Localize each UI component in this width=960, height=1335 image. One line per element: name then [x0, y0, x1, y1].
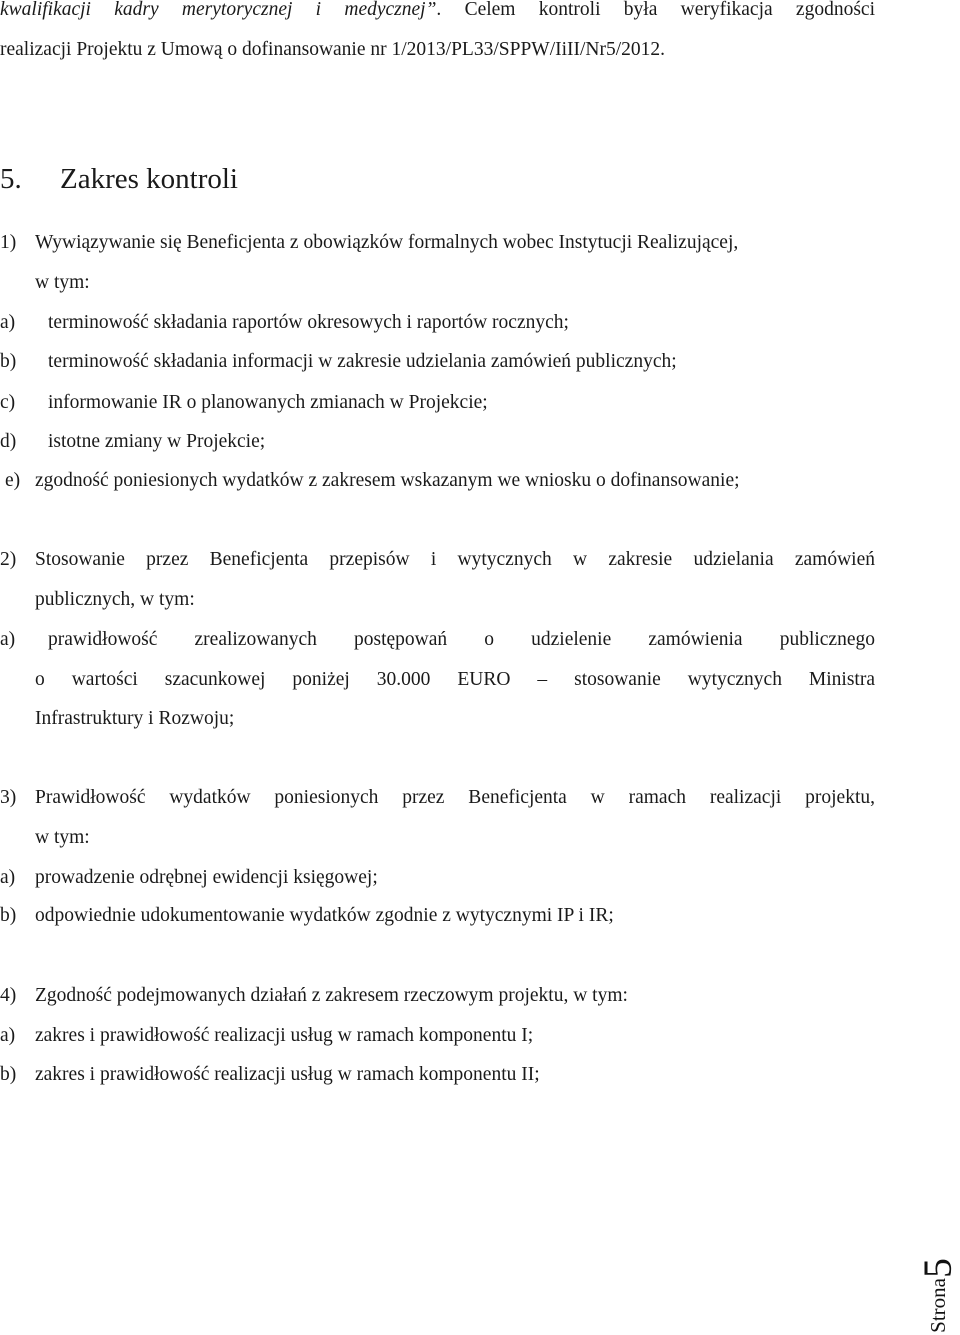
intro-line-1	[0, 0, 875, 22]
list-item-label: e)	[5, 470, 21, 491]
section-3-continuation: w tym:	[35, 827, 90, 848]
list-item-label: c)	[0, 392, 16, 413]
intro-italic-text: kwalifikacji kadry merytorycznej i medycznej”	[0, 0, 437, 20]
list-item-label: b)	[0, 351, 17, 372]
section-4-title	[0, 984, 628, 1008]
intro-text: . Celem kontroli była weryfikacja zgodności	[436, 0, 875, 20]
section-2-title	[0, 548, 875, 572]
list-item-label: b)	[0, 905, 17, 926]
section-1-title	[0, 231, 738, 255]
heading-title: Zakres kontroli	[60, 163, 238, 195]
list-item-label: d)	[0, 431, 17, 452]
section-2-continuation: publicznych, w tym:	[35, 589, 195, 610]
list-item-label: a)	[0, 629, 16, 650]
list-item-text: zakres i prawidłowość realizacji usług w ramach komponentu II;	[35, 1064, 540, 1085]
section-3-number: 3)	[0, 787, 17, 808]
list-item-text: odpowiednie udokumentowanie wydatków zgodnie z wytycznymi IP i IR;	[35, 905, 614, 926]
section-4-text: Zgodność podejmowanych działań z zakresem rzeczowym projektu, w tym:	[35, 985, 628, 1006]
list-item	[0, 1024, 533, 1048]
list-item	[5, 469, 740, 493]
list-item-label: a)	[0, 312, 16, 333]
list-item-continuation: Infrastruktury i Rozwoju;	[35, 708, 235, 729]
page-number-value: 5	[915, 1258, 960, 1279]
page-number	[915, 1258, 960, 1333]
page-number-label: Strona	[926, 1278, 950, 1333]
intro-line-2: realizacji Projektu z Umową o dofinansowanie nr 1/2013/PL33/SPPW/IiII/Nr5/2012.	[0, 39, 666, 60]
list-item-text: istotne zmiany w Projekcie;	[48, 431, 266, 452]
list-item-text: prowadzenie odrębnej ewidencji księgowej;	[35, 867, 378, 888]
list-item	[0, 311, 569, 335]
list-item	[0, 430, 265, 454]
list-item	[0, 391, 488, 415]
section-1-number: 1)	[0, 232, 17, 253]
section-4-number: 4)	[0, 985, 17, 1006]
list-item	[0, 628, 875, 652]
section-2-text: Stosowanie przez Beneficjenta przepisów i wytycznych w zakresie udzielania zamówień	[35, 549, 875, 570]
list-item-continuation: o wartości szacunkowej poniżej 30.000 EURO – stosowanie wytycznych Ministra	[35, 669, 875, 690]
section-heading	[0, 162, 238, 196]
list-item	[0, 904, 614, 928]
list-item	[0, 1063, 540, 1087]
list-item-text: prawidłowość zrealizowanych postępowań o udzielenie zamówienia publicznego	[48, 629, 875, 650]
list-item	[0, 866, 378, 890]
section-2-number: 2)	[0, 549, 17, 570]
list-item	[0, 350, 677, 374]
list-item-label: a)	[0, 867, 16, 888]
list-item-text: informowanie IR o planowanych zmianach w Projekcie;	[48, 392, 488, 413]
section-3-title	[0, 786, 875, 810]
list-item-text: terminowość składania informacji w zakresie udzielania zamówień publicznych;	[48, 351, 677, 372]
list-item-text: zakres i prawidłowość realizacji usług w ramach komponentu I;	[35, 1025, 534, 1046]
list-item-label: b)	[0, 1064, 17, 1085]
list-item-label: a)	[0, 1025, 16, 1046]
list-item-text: zgodność poniesionych wydatków z zakresem wskazanym we wniosku o dofinansowanie;	[35, 470, 740, 491]
section-3-text: Prawidłowość wydatków poniesionych przez Beneficjenta w ramach realizacji projektu,	[35, 787, 875, 808]
section-1-text: Wywiązywanie się Beneficjenta z obowiązków formalnych wobec Instytucji Realizującej,	[35, 232, 739, 253]
heading-number: 5.	[0, 163, 22, 195]
list-item-text: terminowość składania raportów okresowych i raportów rocznych;	[48, 312, 569, 333]
section-1-continuation: w tym:	[35, 272, 90, 293]
